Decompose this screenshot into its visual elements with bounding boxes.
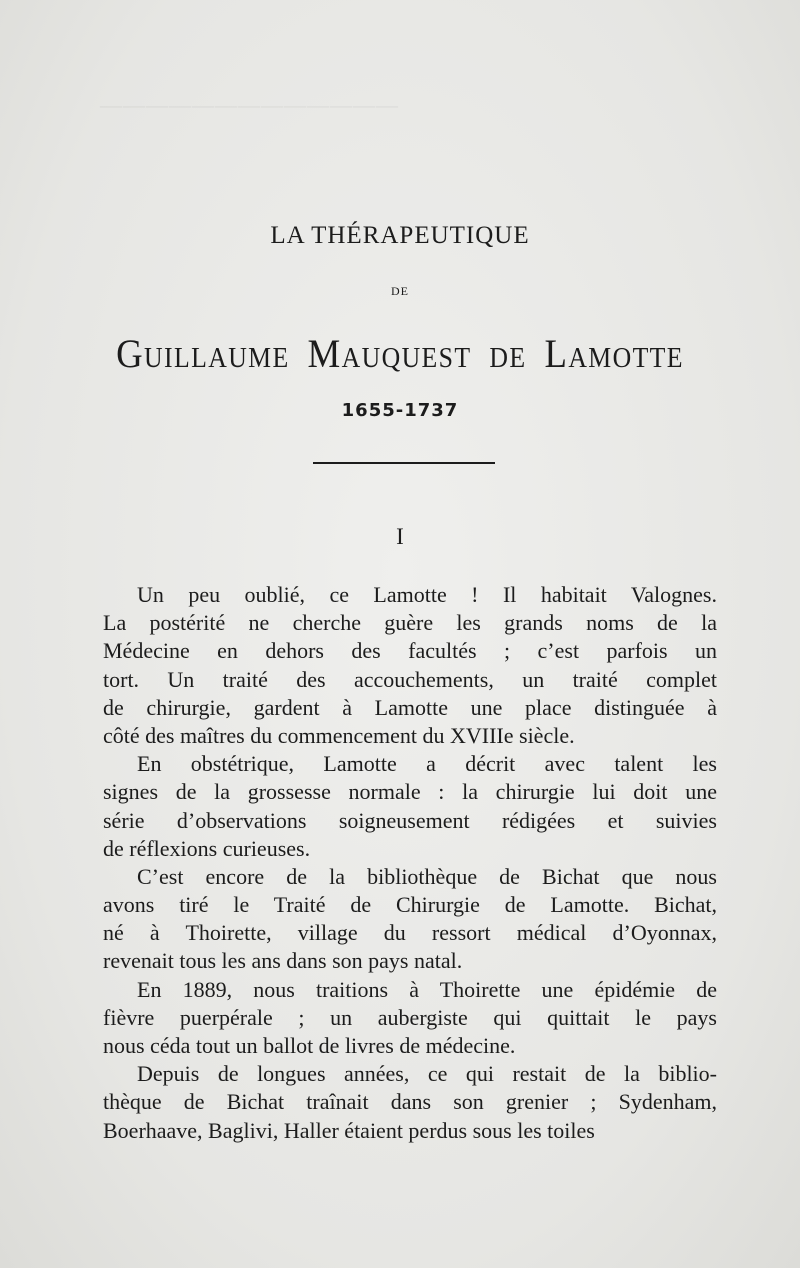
paragraph (103, 750, 717, 863)
title-rule (313, 462, 495, 464)
text-line: fièvre puerpérale ; un aubergiste qui quittait le pays (103, 1004, 717, 1030)
text-line: Depuis de longues années, ce qui restait de la biblio- (137, 1061, 717, 1087)
body-text (103, 581, 717, 1145)
text-line: revenait tous les ans dans son pays natal. (103, 948, 463, 974)
text-line: thèque de Bichat traînait dans son grenier ; Sydenham, (103, 1089, 717, 1115)
section-number: I (396, 524, 404, 549)
paragraph (103, 976, 717, 1061)
text-line: de réflexions curieuses. (103, 835, 311, 861)
paragraph (103, 581, 717, 750)
text-line: Boerhaave, Baglivi, Haller étaient perdus sous les toiles (103, 1117, 595, 1143)
text-line: de chirurgie, gardent à Lamotte une place distinguée à (103, 694, 717, 720)
text-line: tort. Un traité des accouchements, un traité complet (103, 666, 717, 692)
text-line: En obstétrique, Lamotte a décrit avec talent les (137, 751, 717, 777)
paragraph (103, 1060, 717, 1145)
text-line: né à Thoirette, village du ressort médical d’Oyonnax, (103, 920, 717, 946)
title-de: DE (391, 284, 409, 298)
text-line: série d’observations soigneusement rédigées et suivies (103, 807, 717, 833)
text-line: signes de la grossesse normale : la chirurgie lui doit une (103, 779, 717, 805)
text-line: côté des maîtres du commencement du XVIIIe siècle. (103, 722, 575, 748)
paragraph (103, 863, 717, 976)
text-line: Médecine en dehors des facultés ; c’est parfois un (103, 638, 717, 664)
text-line: C’est encore de la bibliothèque de Bichat que nous (137, 863, 717, 889)
title-line-2: Guillaume Mauquest de Lamotte (116, 331, 684, 376)
text-line: avons tiré le Traité de Chirurgie de Lamotte. Bichat, (103, 892, 717, 918)
text-line: La postérité ne cherche guère les grands noms de la (103, 610, 717, 636)
text-line: Un peu oublié, ce Lamotte ! Il habitait Valognes. (137, 582, 717, 607)
show-through-text: ————————————— (100, 92, 399, 117)
title-line-1: LA THÉRAPEUTIQUE (270, 222, 530, 249)
text-line: En 1889, nous traitions à Thoirette une épidémie de (137, 976, 717, 1002)
text-line: nous céda tout un ballot de livres de médecine. (103, 1033, 516, 1058)
dates: 1655-1737 (341, 400, 459, 421)
